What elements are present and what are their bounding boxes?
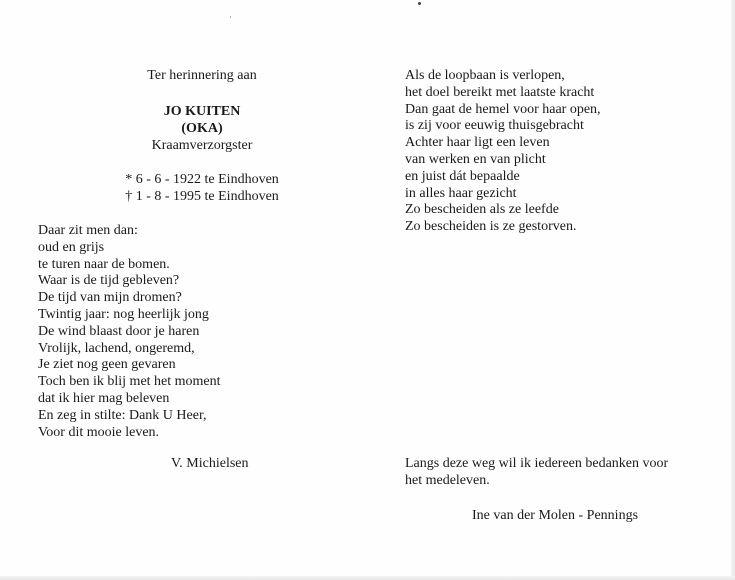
poem-line: En zeg in stilte: Dank U Heer, <box>38 407 207 423</box>
scan-speck <box>230 16 231 18</box>
death-date: † 1 - 8 - 1995 te Eindhoven <box>125 189 279 204</box>
poem-line: Je ziet nog geen gevaren <box>38 357 176 373</box>
poem-line: Toch ben ik blij met het moment <box>38 374 221 390</box>
scan-speck <box>418 2 421 5</box>
poem-line: dat ik hier mag beleven <box>38 390 170 406</box>
poem-right <box>405 68 601 236</box>
poem-line: te turen naar de bomen. <box>38 256 170 272</box>
thanks-signature: Ine van der Molen - Pennings <box>472 508 639 523</box>
memorial-heading: Ter herinnering aan <box>147 68 257 83</box>
poem-line: van werken en van plicht <box>405 151 546 167</box>
deceased-name: JO KUITEN <box>163 104 241 119</box>
card-edge-right <box>731 0 735 580</box>
poem-line: Waar is de tijd gebleven? <box>38 273 180 289</box>
poem-line: is zij voor eeuwig thuisgebracht <box>405 118 584 134</box>
poem-line: in alles haar gezicht <box>405 185 517 201</box>
poem-line: Zo bescheiden als ze leefde <box>405 202 559 218</box>
poem-line: Daar zit men dan: <box>38 223 138 238</box>
poem-left <box>38 223 221 441</box>
poem-line: Achter haar ligt een leven <box>405 135 550 151</box>
birth-date: * 6 - 6 - 1922 te Eindhoven <box>125 172 279 187</box>
poem-line: Vrolijk, lachend, ongeremd, <box>38 340 195 356</box>
poem-line: oud en grijs <box>38 239 105 255</box>
poem-line: De tijd van mijn dromen? <box>38 290 182 306</box>
thanks-message <box>405 456 668 490</box>
thanks-line: Langs deze weg wil ik iedereen bedanken voor <box>405 456 669 471</box>
poem-line: en juist dát bepaalde <box>405 168 520 184</box>
card-edge-bottom <box>0 576 735 580</box>
poem-line: Dan gaat de hemel voor haar open, <box>405 101 601 117</box>
poem-line: Twintig jaar: nog heerlijk jong <box>38 306 209 322</box>
poem-line: Als de loopbaan is verlopen, <box>405 68 565 83</box>
deceased-nickname: (OKA) <box>181 121 223 136</box>
poem-line: het doel bereikt met laatste kracht <box>405 84 595 100</box>
poem-author: V. Michielsen <box>171 456 249 471</box>
poem-line: De wind blaast door je haren <box>38 323 200 339</box>
deceased-profession: Kraamverzorgster <box>151 138 253 153</box>
poem-line: Zo bescheiden is ze gestorven. <box>405 219 577 235</box>
poem-line: Voor dit mooie leven. <box>38 424 160 440</box>
thanks-line: het medeleven. <box>405 472 490 488</box>
